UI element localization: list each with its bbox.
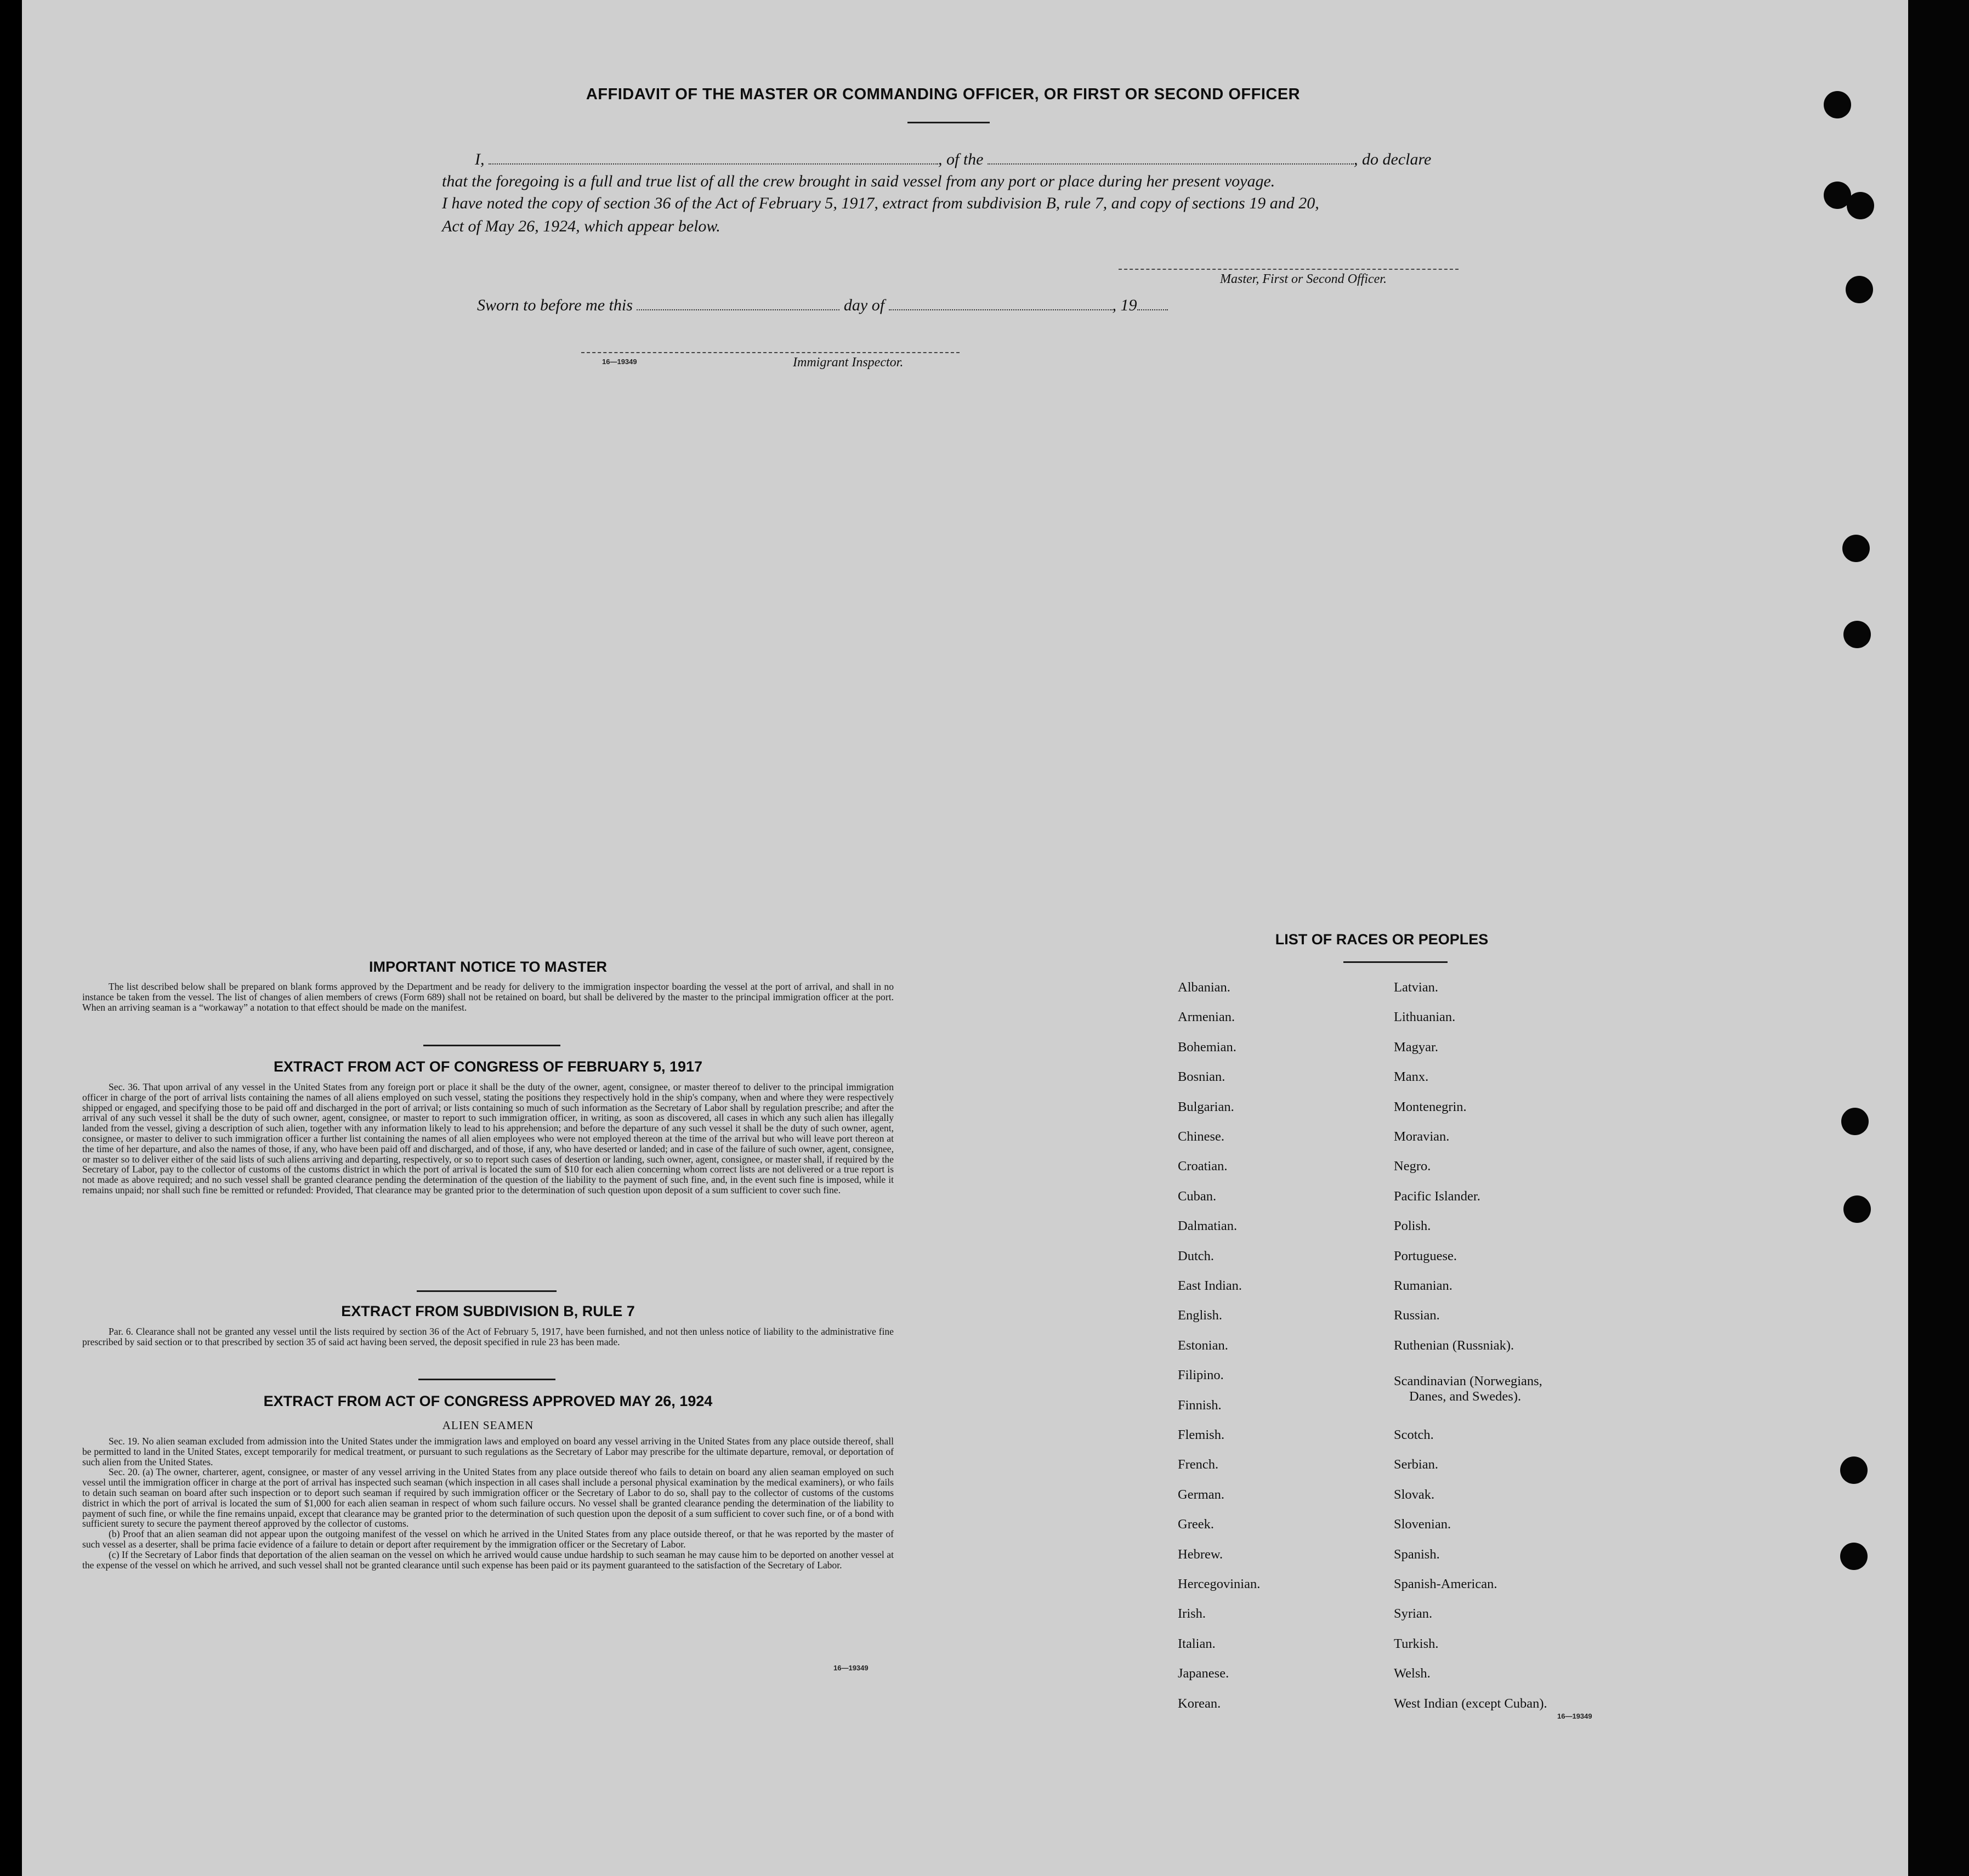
affidavit-line-1 bbox=[475, 150, 1431, 169]
affidavit-title: AFFIDAVIT OF THE MASTER OR COMMANDING OFFICER, OR FIRST OR SECOND OFFICER bbox=[586, 86, 1301, 103]
race-item: Moravian. bbox=[1394, 1129, 1450, 1144]
race-item: Italian. bbox=[1178, 1636, 1216, 1651]
page-edge-shadow bbox=[1908, 0, 1969, 1876]
inspector-signature-line[interactable] bbox=[581, 352, 960, 353]
affidavit-line-3: I have noted the copy of section 36 of the Act of February 5, 1917, extract from subdivision B, rule 7, and copy of sections 19 and 20, bbox=[442, 194, 1319, 212]
binder-hole bbox=[1843, 621, 1871, 648]
section-rule bbox=[417, 1290, 557, 1292]
extract-rule7-block bbox=[82, 1327, 894, 1347]
race-item: East Indian. bbox=[1178, 1278, 1242, 1293]
race-item: Manx. bbox=[1394, 1069, 1429, 1085]
race-item: Albanian. bbox=[1178, 980, 1230, 995]
affidavit-of-the: , of the bbox=[938, 150, 984, 168]
race-item: Magyar. bbox=[1394, 1039, 1438, 1055]
extract-rule7-title: EXTRACT FROM SUBDIVISION B, RULE 7 bbox=[341, 1303, 635, 1319]
sec-19-text: Sec. 19. No alien seaman excluded from admission into the United States under the immigration laws and employed on board any vessel arriving in the United States from any place outside thereof, shall be permitted to land in the United States, except temporarily for medical treatment, or pursuant to such regulations as the Secretary of Labor may prescribe for the ultimate departure, removal, or deportation of such alien from the United States. bbox=[82, 1436, 894, 1467]
race-item: Flemish. bbox=[1178, 1427, 1225, 1442]
affidavit-i: I, bbox=[475, 150, 485, 168]
extract-1917-text: Sec. 36. That upon arrival of any vessel in the United States from any foreign port or place it shall be the duty of the owner, agent, consignee, or master thereof to deliver to the principal immigration officer in charge of the port of arrival lists containing the names of all aliens employed on such vessel, stating the positions they respectively hold in the ship's company, when and where they were respectively shipped or engaged, and specifying those to be paid off and discharged in the port of arrival; or lists containing so much of such information as the Secretary of Labor shall by regulation prescribe; and after the arrival of any such vessel it shall be the duty of such owner, agent, consignee, or master to report to such immigration officer, in writing, as soon as discovered, all cases in which any such alien has illegally landed from the vessel, giving a description of such alien, together with any information likely to lead to his apprehension; and before the departure of any such vessel it shall be the duty of such owner, agent, consignee, or master to deliver to such immigration officer a further list containing the names of all alien employees who were not employed thereon at the time of the arrival but who will leave port thereon at the time of her departure, and also the names of those, if any, who have been paid off and discharged, and of those, if any, who have deserted or landed; and in case of the failure of such owner, agent, consignee, or master so to deliver either of the said lists of such aliens arriving and departing, respectively, or so to report such cases of desertion or landing, such owner, agent, consignee, or master shall, if required by the Secretary of Labor, pay to the collector of customs of the customs district in which the port of arrival is located the sum of $10 for each alien concerning whom correct lists are not delivered or a true report is not made as above required; and no such vessel shall be granted clearance pending the determination of the question of the liability to the payment of such fine, and, in the event such fine is imposed, while it remains unpaid; nor shall such fine be remitted or refunded: Provided, That clearance may be granted prior to the determination of such question upon deposit of a sum sufficient to cover such fine. bbox=[82, 1081, 894, 1195]
race-item: Serbian. bbox=[1394, 1457, 1438, 1472]
sworn-month-field[interactable] bbox=[889, 296, 1113, 310]
race-item: Portuguese. bbox=[1394, 1248, 1457, 1263]
race-item: Bosnian. bbox=[1178, 1069, 1225, 1085]
binder-hole bbox=[1842, 535, 1870, 562]
notice-title: IMPORTANT NOTICE TO MASTER bbox=[369, 959, 607, 975]
race-item: Welsh. bbox=[1394, 1666, 1431, 1681]
sworn-line bbox=[477, 296, 1168, 315]
year-text: , 19 bbox=[1112, 296, 1137, 314]
race-item: Montenegrin. bbox=[1394, 1099, 1467, 1114]
race-item: Polish. bbox=[1394, 1218, 1431, 1234]
notice-text: The list described below shall be prepared on blank forms approved by the Department and be ready for delivery to the immigration inspector boarding the vessel at the port of arrival, and shall in no instance be taken from the vessel. The list of changes of alien members of crews (Form 689) shall not be retained on board, but shall be delivered by the master to the principal immigration officer at the port. When an arriving seaman is a “workaway” a notation to that effect should be made on the manifest. bbox=[82, 981, 894, 1013]
race-item: Cuban. bbox=[1178, 1188, 1217, 1204]
extract-1917-block bbox=[82, 1082, 894, 1195]
race-item: German. bbox=[1178, 1487, 1225, 1502]
race-item: Chinese. bbox=[1178, 1129, 1225, 1144]
race-item: Ruthenian (Russniak). bbox=[1394, 1337, 1514, 1353]
affidavit-declare: , do declare bbox=[1354, 150, 1432, 168]
sec-20c-text: (c) If the Secretary of Labor finds that deportation of the alien seaman on the vessel on which he arrived would cause undue hardship to such seaman he may cause him to be deported on another vessel at the expense of the vessel on which he arrived, and such vessel shall not be granted clearance until such expense has been paid or its payment guaranteed to the satisfaction of the Secretary of Labor. bbox=[82, 1549, 894, 1571]
master-signature-line[interactable] bbox=[1119, 269, 1459, 270]
race-item: Slovenian. bbox=[1394, 1517, 1451, 1532]
binder-hole bbox=[1846, 276, 1873, 303]
race-item: Scotch. bbox=[1394, 1427, 1434, 1442]
race-item: Hercegovinian. bbox=[1178, 1577, 1261, 1591]
section-rule bbox=[418, 1379, 555, 1380]
race-item: Korean. bbox=[1178, 1696, 1221, 1711]
vessel-blank-field[interactable] bbox=[988, 150, 1354, 165]
race-item: Rumanian. bbox=[1394, 1278, 1452, 1293]
race-item: Spanish-American. bbox=[1394, 1577, 1497, 1591]
affidavit-line-2: that the foregoing is a full and true list of all the crew brought in said vessel from any port or place during her present voyage. bbox=[442, 172, 1275, 190]
race-item: West Indian (except Cuban). bbox=[1394, 1696, 1547, 1711]
race-item: Syrian. bbox=[1394, 1606, 1433, 1622]
race-item: Finnish. bbox=[1178, 1397, 1222, 1413]
race-item: Greek. bbox=[1178, 1517, 1214, 1532]
race-item: Croatian. bbox=[1178, 1159, 1228, 1174]
race-item: Russian. bbox=[1394, 1308, 1440, 1323]
race-item: Hebrew. bbox=[1178, 1546, 1223, 1562]
race-item: Japanese. bbox=[1178, 1666, 1229, 1681]
affidavit-line-4: Act of May 26, 1924, which appear below. bbox=[442, 217, 720, 235]
races-rule bbox=[1343, 961, 1448, 963]
race-item: Negro. bbox=[1394, 1159, 1431, 1174]
race-item: Spanish. bbox=[1394, 1546, 1440, 1562]
race-item: Filipino. bbox=[1178, 1368, 1224, 1383]
extract-rule7-text: Par. 6. Clearance shall not be granted any vessel until the lists required by section 36 of the Act of February 5, 1917, have been furnished, and not then unless notice of liability to the administrative fine prescribed by said section or to that prescribed by section 35 of said act having been served, the deposit specified in rule 23 has been made. bbox=[82, 1326, 894, 1347]
extract-1917-title: EXTRACT FROM ACT OF CONGRESS OF FEBRUARY 5, 1917 bbox=[273, 1058, 703, 1075]
race-item: Dalmatian. bbox=[1178, 1218, 1238, 1234]
sworn-text: Sworn to before me this bbox=[477, 296, 633, 314]
notice-text-block bbox=[82, 982, 894, 1012]
race-item: Pacific Islander. bbox=[1394, 1188, 1480, 1204]
sec-20a-text: Sec. 20. (a) The owner, charterer, agent, consignee, or master of any vessel arriving in the United States from any place outside thereof who fails to detain on board any alien seaman employed on such vessel until the immigration officer in charge at the port of arrival has inspected such seaman (which inspection in all cases shall include a personal physical examination by the medical examiners), or who fails to detain such seaman on board after such inspection or to deport such seaman if required by such immigration officer or the Secretary of Labor to do so, shall pay to the collector of customs of the customs district in which the port of arrival is located the sum of $1,000 for each alien seaman in respect of whom such failure occurs. No vessel shall be granted clearance pending the determination of the liability to payment of such fine, or while the fine remains unpaid, except that clearance may be granted prior to the determination of such question upon the deposit of a sum sufficient to cover such fine, or of a bond with sufficient surety to secure the payment thereof approved by the collector of customs. bbox=[82, 1466, 894, 1529]
form-number: 16—19349 bbox=[833, 1664, 869, 1672]
race-item: French. bbox=[1178, 1457, 1219, 1472]
race-item: Bohemian. bbox=[1178, 1039, 1236, 1055]
alien-seamen-subtitle: ALIEN SEAMEN bbox=[442, 1419, 534, 1432]
race-item-continued: Danes, and Swedes). bbox=[1409, 1389, 1522, 1404]
race-item: Turkish. bbox=[1394, 1636, 1439, 1651]
race-item: Slovak. bbox=[1394, 1487, 1435, 1502]
binder-hole bbox=[1847, 192, 1874, 219]
binder-hole bbox=[1840, 1456, 1868, 1484]
sworn-day-field[interactable] bbox=[637, 296, 839, 310]
master-label: Master, First or Second Officer. bbox=[1220, 272, 1387, 286]
binder-hole bbox=[1840, 1543, 1868, 1570]
binder-hole bbox=[1841, 1108, 1869, 1135]
extract-1924-title: EXTRACT FROM ACT OF CONGRESS APPROVED MAY 26, 1924 bbox=[263, 1393, 713, 1409]
title-rule bbox=[907, 122, 990, 123]
race-item: Latvian. bbox=[1394, 980, 1438, 995]
race-item: English. bbox=[1178, 1308, 1222, 1323]
form-number: 16—19349 bbox=[602, 358, 637, 366]
binder-hole bbox=[1843, 1195, 1871, 1223]
race-item: Scandinavian (Norwegians, bbox=[1394, 1374, 1542, 1388]
race-item: Irish. bbox=[1178, 1606, 1206, 1622]
section-rule bbox=[423, 1045, 560, 1046]
name-blank-field[interactable] bbox=[489, 150, 938, 165]
race-item: Dutch. bbox=[1178, 1248, 1214, 1263]
race-item: Armenian. bbox=[1178, 1010, 1235, 1025]
form-number: 16—19349 bbox=[1557, 1712, 1592, 1720]
extract-1924-block bbox=[82, 1436, 894, 1570]
sworn-year-field[interactable] bbox=[1137, 296, 1168, 310]
races-title: LIST OF RACES OR PEOPLES bbox=[1275, 931, 1489, 948]
race-item: Estonian. bbox=[1178, 1337, 1228, 1353]
day-of-text: day of bbox=[843, 296, 885, 314]
inspector-label: Immigrant Inspector. bbox=[793, 355, 904, 370]
race-item: Bulgarian. bbox=[1178, 1099, 1234, 1114]
race-item: Lithuanian. bbox=[1394, 1010, 1456, 1025]
sec-20b-text: (b) Proof that an alien seaman did not appear upon the outgoing manifest of the vessel on which he arrived in the United States from any place outside thereof, or that he was reported by the master of such vessel as a deserter, shall be prima facie evidence of a failure to detain or deport after requirement by the immigration officer or the Secretary of Labor. bbox=[82, 1528, 894, 1550]
